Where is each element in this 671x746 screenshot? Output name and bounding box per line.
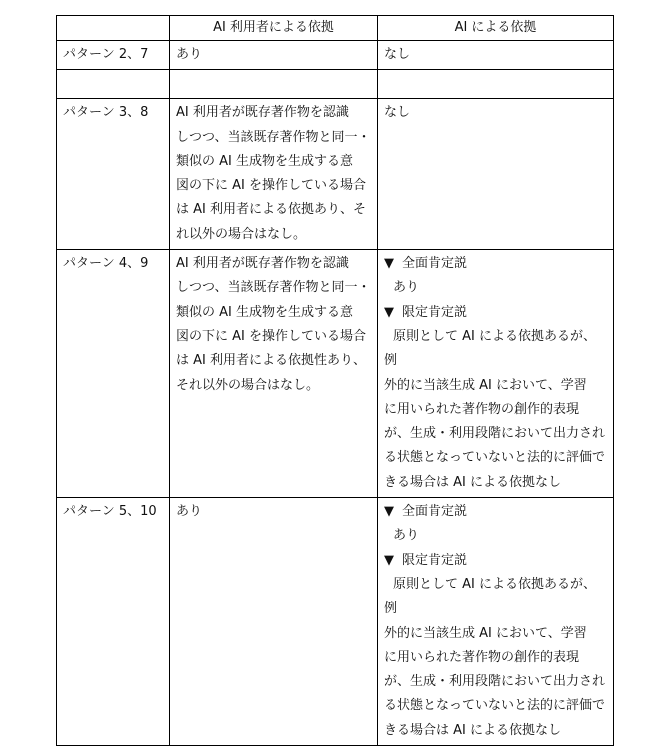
theory-text-line: に用いられた著作物の創作的表現: [384, 401, 580, 417]
user-line: 図の下に AI を操作している場合: [176, 178, 366, 194]
triangle-marker-icon: ▼: [384, 304, 394, 320]
theory-heading: 全面肯定説: [402, 504, 468, 520]
reliance-table: [56, 15, 614, 746]
triangle-marker-icon: ▼: [384, 504, 394, 520]
table-row: [57, 250, 614, 498]
user-line: 図の下に AI を操作している場合: [176, 328, 366, 344]
user-line: 類似の AI 生成物を生成する意: [176, 153, 353, 169]
ai-reliance-cell: [378, 498, 614, 746]
user-line: AI 利用者が既存著作物を認識: [176, 105, 349, 121]
pattern-cell: パターン 4、9: [57, 250, 170, 498]
table-row: [57, 41, 614, 70]
user-line: あり: [176, 504, 203, 520]
user-line: しつつ、当該既存著作物と同一・: [176, 280, 371, 296]
ai-reliance-cell: [378, 250, 614, 498]
user-line: あり: [176, 47, 203, 62]
pattern-cell: パターン 5、10: [57, 498, 170, 746]
theory-heading: 限定肯定説: [402, 552, 468, 568]
user-line: AI 利用者が既存著作物を認識: [176, 256, 349, 272]
theory-text-line: る状態となっていないと法的に評価で: [384, 698, 606, 714]
theory-text-line: に用いられた著作物の創作的表現: [384, 649, 580, 665]
user-line: それ以外の場合はなし。: [176, 377, 320, 393]
header-ai-reliance: AI による依拠: [378, 16, 614, 41]
row-spacer: [57, 70, 614, 99]
theory-text-line: 外的に当該生成 AI において、学習: [384, 625, 587, 641]
theory-value: あり: [393, 528, 420, 544]
user-line: は AI 利用者による依拠性あり、: [176, 353, 366, 369]
user-line: は AI 利用者による依拠あり、そ: [176, 202, 366, 218]
ai-reliance-cell: [378, 99, 614, 250]
theory-text-line: 原則として AI による依拠あるが、例: [384, 576, 596, 617]
pattern-cell: パターン 3、8: [57, 99, 170, 250]
user-reliance-cell: [170, 250, 378, 498]
theory-heading: 全面肯定説: [402, 256, 468, 272]
theory-text-line: が、生成・利用段階において出力され: [384, 674, 606, 690]
user-reliance-cell: [170, 498, 378, 746]
theory-heading: 限定肯定説: [402, 304, 468, 320]
header-empty: [57, 16, 170, 41]
user-line: しつつ、当該既存著作物と同一・: [176, 129, 371, 145]
header-user-reliance: AI 利用者による依拠: [170, 16, 378, 41]
theory-text-line: る状態となっていないと法的に評価で: [384, 450, 606, 466]
theory-value: あり: [393, 280, 420, 296]
table-row: [57, 99, 614, 250]
theory-text-line: 外的に当該生成 AI において、学習: [384, 377, 587, 393]
theory-text-line: が、生成・利用段階において出力され: [384, 426, 606, 442]
table-header-row: [57, 16, 614, 41]
table-row: [57, 498, 614, 746]
user-line: 類似の AI 生成物を生成する意: [176, 304, 353, 320]
pattern-cell: パターン 2、7: [57, 41, 170, 70]
triangle-marker-icon: ▼: [384, 552, 394, 568]
user-reliance-cell: [170, 41, 378, 70]
user-reliance-cell: [170, 99, 378, 250]
theory-text-line: きる場合は AI による依拠なし: [384, 722, 561, 738]
triangle-marker-icon: ▼: [384, 256, 394, 272]
user-line: れ以外の場合はなし。: [176, 226, 307, 242]
ai-reliance-cell: [378, 41, 614, 70]
theory-text-line: 原則として AI による依拠あるが、例: [384, 328, 596, 369]
ai-simple: なし: [384, 47, 411, 62]
ai-simple: なし: [384, 105, 411, 121]
theory-text-line: きる場合は AI による依拠なし: [384, 474, 561, 490]
